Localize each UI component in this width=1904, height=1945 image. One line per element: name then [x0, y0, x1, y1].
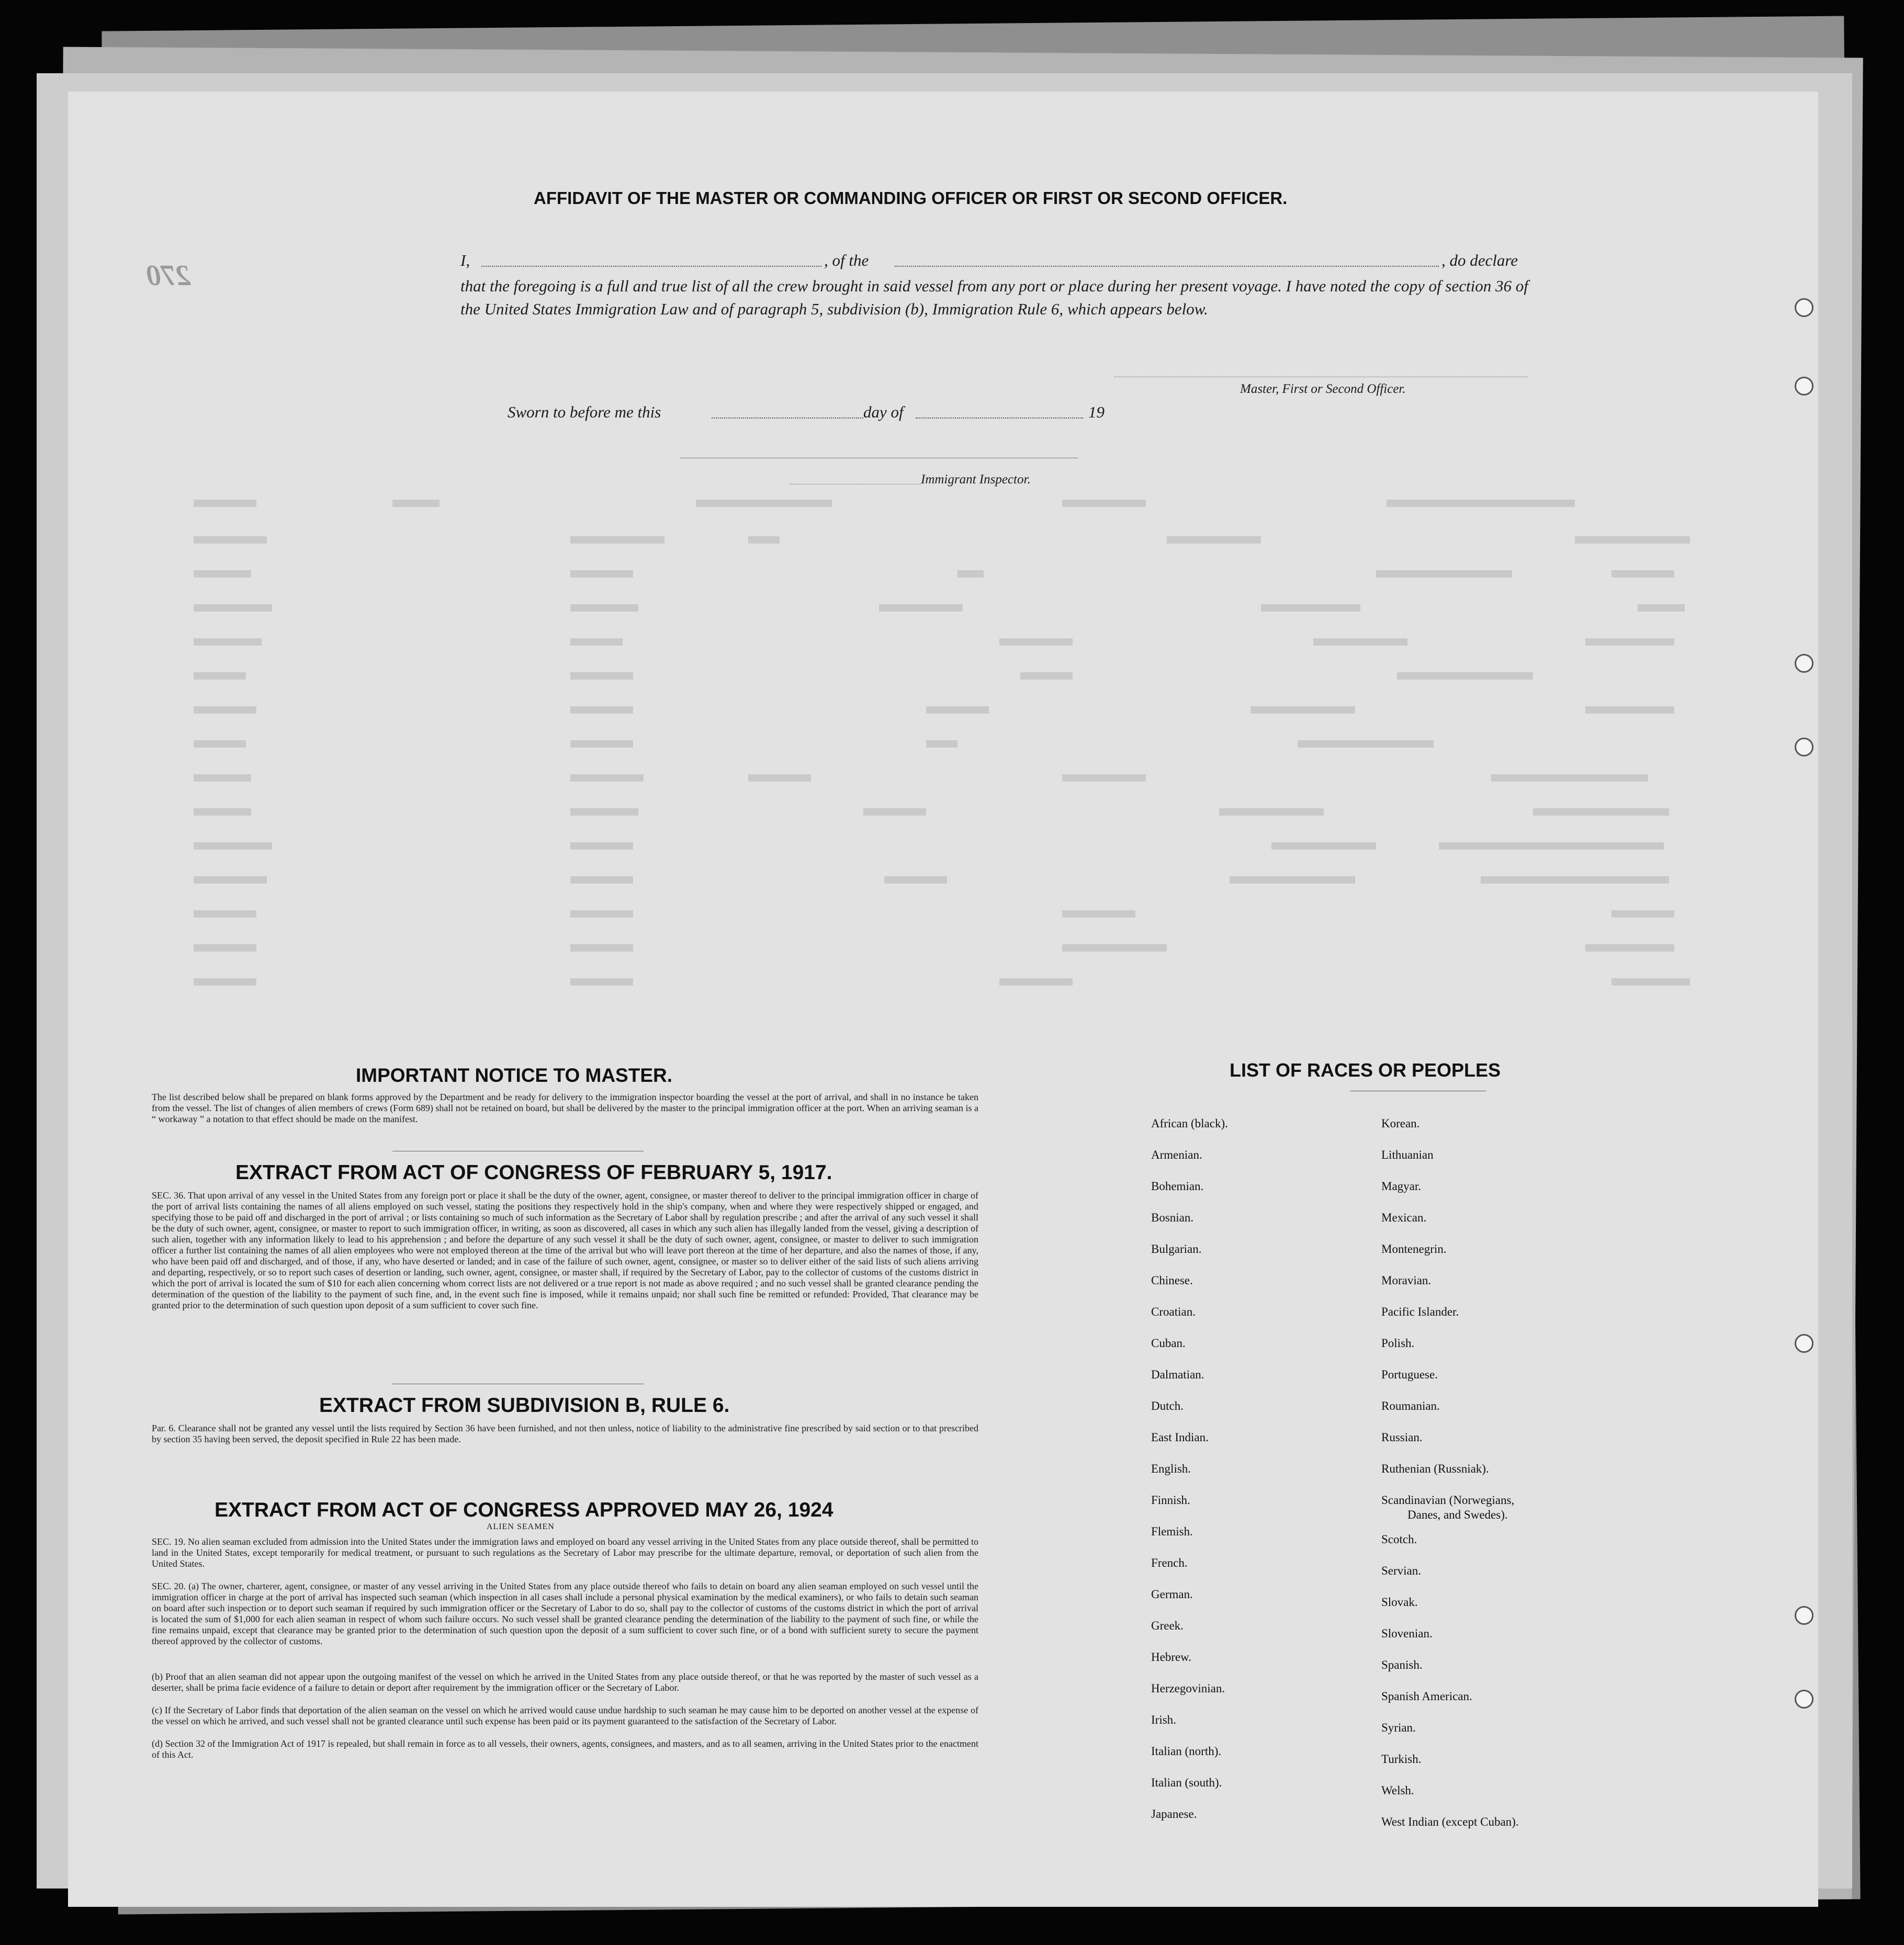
race-item: Bohemian.	[1151, 1180, 1204, 1193]
race-item: Spanish American.	[1381, 1690, 1472, 1703]
race-item: Scotch.	[1381, 1533, 1417, 1546]
race-item: Croatian.	[1151, 1305, 1196, 1318]
race-item: Cuban.	[1151, 1337, 1186, 1350]
race-item: Servian.	[1381, 1564, 1422, 1577]
race-item: Montenegrin.	[1381, 1242, 1447, 1256]
race-item: Flemish.	[1151, 1525, 1193, 1538]
year-label: 19	[1088, 403, 1105, 421]
race-item: Chinese.	[1151, 1274, 1193, 1287]
sworn-label: Sworn to before me this	[508, 403, 661, 421]
race-item: Pacific Islander.	[1381, 1305, 1459, 1318]
extract-1924-section-20b: (b) Proof that an alien seaman did not appear upon the outgoing manifest of the vessel on which he arrived in the United States from any place outside thereof, or that he was reported by the master of such vessel as a deserter, shall be prima facie evidence of a failure to detain or deport after requirement by the immigration officer or the Secretary of Labor.	[152, 1671, 978, 1693]
binder-hole	[1795, 298, 1813, 317]
race-item: German.	[1151, 1588, 1193, 1601]
binder-hole	[1795, 738, 1813, 756]
extract-1924-section-20d: (d) Section 32 of the Immigration Act of 1917 is repealed, but shall remain in force as to all vessels, their owners, agents, consignees, and masters, and as to all seamen, arriving in the United States prior to the enactment of this Act.	[152, 1738, 978, 1760]
affidavit-declare-label: , do declare	[1441, 251, 1518, 269]
rule6-title: EXTRACT FROM SUBDIVISION B, RULE 6.	[319, 1394, 730, 1417]
race-item: Polish.	[1381, 1337, 1415, 1350]
race-item: Bosnian.	[1151, 1211, 1194, 1224]
notice-text: The list described below shall be prepared on blank forms approved by the Department and be ready for delivery to the immigration inspector boarding the vessel at the port of arrival, and shall in no instance be taken from the vessel. The list of changes of alien members of crews (Form 689) shall not be retained on board, but shall be delivered by the master to the principal immigration officer at the port. When an arriving seaman is a “ workaway ” a notation to that effect should be made on the manifest.	[152, 1092, 978, 1124]
race-item: Syrian.	[1381, 1721, 1416, 1734]
race-item: Mexican.	[1381, 1211, 1427, 1224]
sworn-day-blank	[712, 417, 863, 419]
master-label: Master, First or Second Officer.	[1240, 382, 1406, 396]
race-item: Russian.	[1381, 1431, 1423, 1444]
binder-hole	[1795, 1606, 1813, 1625]
race-item: Irish.	[1151, 1713, 1176, 1726]
affidavit-body: that the foregoing is a full and true list of all the crew brought in said vessel from any port or place during her present voyage. I have noted the copy of section 36 of the United States Immigration Law and of paragraph 5, subdivision (b), Immigration Rule 6, which appears below.	[460, 277, 1528, 318]
affidavit-i-label: I,	[460, 251, 470, 269]
race-item: Herzegovinian.	[1151, 1682, 1225, 1695]
name-blank	[481, 266, 821, 267]
extract-1917-title: EXTRACT FROM ACT OF CONGRESS OF FEBRUARY 5, 1917.	[235, 1161, 832, 1184]
race-item: Hebrew.	[1151, 1650, 1192, 1664]
extract-1924-section-19: SEC. 19. No alien seaman excluded from admission into the United States under the immigration laws and employed on board any vessel arriving in the United States from any place outside thereof, shall be permitted to land in the United States, except temporarily for medical treatment, or pursuant to such regulations as the Secretary of Labor may prescribe for the ultimate departure, removal, or deportation of such alien from the United States.	[152, 1536, 978, 1569]
extract-1924-section-20a: SEC. 20. (a) The owner, charterer, agent, consignee, or master of any vessel arriving in the United States from any place outside thereof who fails to detain on board any alien seaman employed on such vessel until the immigration officer in charge at the port of arrival has inspected such seaman (which inspection in all cases shall include a personal physical examination by the medical examiners), or who fails to detain such seaman on board after such inspection or to deport such seaman if required by such immigration officer or the Secretary of Labor to do so, shall pay to the collector of customs of the customs district in which the port of arrival is located the sum of $1,000 for each alien seaman in respect of whom such failure occurs. No such vessel shall be granted clearance pending the determination of the liability to the payment of such fine, or while the fine remains unpaid, except that clearance may be granted prior to the determination of such question upon the deposit of a sum sufficient to cover such fine, or of a bond with sufficient surety to secure the payment thereof approved by the collector of customs.	[152, 1581, 978, 1646]
race-item: Magyar.	[1381, 1180, 1422, 1193]
binder-hole	[1795, 1690, 1813, 1709]
race-item: Portuguese.	[1381, 1368, 1438, 1381]
race-item: African (black).	[1151, 1117, 1228, 1130]
rule6-text: Par. 6. Clearance shall not be granted any vessel until the lists required by Section 36 have been furnished, and not then unless, notice of liability to the administrative fine prescribed by said section or to that prescribed by section 35 having been served, the deposit specified in Rule 22 has been made.	[152, 1423, 978, 1444]
race-item: Korean.	[1381, 1117, 1420, 1130]
race-item: Welsh.	[1381, 1784, 1414, 1797]
race-item: East Indian.	[1151, 1431, 1209, 1444]
extract-1924-section-20c: (c) If the Secretary of Labor finds that deportation of the alien seaman on the vessel on which he arrived would cause undue hardship to such seaman he may cause him to be deported on another vessel at the expense of the vessel on which he arrived, and such vessel shall not be granted clearance until such expense has been paid or its payment guaranteed to the satisfaction of the Secretary of Labor.	[152, 1705, 978, 1726]
race-item: Lithuanian	[1381, 1148, 1434, 1161]
race-item-continuation: Danes, and Swedes).	[1407, 1508, 1508, 1521]
race-item: Roumanian.	[1381, 1399, 1440, 1412]
affidavit-title: AFFIDAVIT OF THE MASTER OR COMMANDING OFFICER OR FIRST OR SECOND OFFICER.	[534, 188, 1288, 208]
race-item: Italian (north).	[1151, 1745, 1222, 1758]
race-item: Turkish.	[1381, 1752, 1422, 1766]
race-item: Scandinavian (Norwegians,	[1381, 1494, 1515, 1507]
extract-1917-text: SEC. 36. That upon arrival of any vessel in the United States from any foreign port or place it shall be the duty of the owner, agent, consignee, or master thereof to deliver to the principal immigration officer in charge of the port of arrival lists containing the names of all aliens employed on such vessel, stating the positions they respectively hold in the ship's company, when and where they were respectively shipped or engaged, and specifying those to be paid off and discharged in the port of arrival ; or lists containing so much of such information as the Secretary of Labor shall by regulation prescribe ; and after the arrival of any such vessel it shall be the duty of such owner, agent, consignee, or master to report to such immigration officer, in writing, as soon as discovered, all cases in which any such alien has illegally landed from the vessel, giving a description of such alien, together with any information likely to lead to his apprehension ; and before the departure of any such vessel it shall be the duty of such owner, agent, consignee, or master to deliver to such immigration officer a further list containing the names of all alien employees who were not employed thereon at the time of the arrival but who will leave port thereon at the time of her departure, and also the names of those, if any, who have been paid off and discharged, and of those, if any, who have deserted or landed; and in case of the failure of such owner, agent, consignee, or master so to deliver either of the said lists of such aliens arriving and departing, respectively, or so to report such cases of desertion or landing, such owner, agent, consignee, or master shall, if required by the Secretary of Labor, pay to the collector of customs of the customs district in which the port of arrival is located the sum of $10 for each alien concerning whom correct lists are not delivered or a true report is not made as above required ; and no such vessel shall be granted clearance pending the determination of the question of the liability to the payment of such fine, and, in the event such fine is imposed, while it remains unpaid; nor shall such fine be remitted or refunded: Provided, That clearance may be granted prior to the determination of such question upon deposit of a sum sufficient to cover such fine.	[152, 1190, 978, 1310]
race-item: Greek.	[1151, 1619, 1184, 1632]
race-item: Moravian.	[1381, 1274, 1432, 1287]
race-item: Finnish.	[1151, 1494, 1190, 1507]
race-item: Bulgarian.	[1151, 1242, 1202, 1256]
race-item: West Indian (except Cuban).	[1381, 1815, 1519, 1828]
day-of-label: day of	[863, 403, 904, 421]
races-title: LIST OF RACES OR PEOPLES	[1230, 1059, 1501, 1081]
vessel-blank	[895, 266, 1439, 267]
binder-hole	[1795, 377, 1813, 395]
race-item: Italian (south).	[1151, 1776, 1222, 1789]
race-item: Armenian.	[1151, 1148, 1202, 1161]
race-item: Dutch.	[1151, 1399, 1184, 1412]
document-page	[68, 92, 1818, 1907]
race-item: Slovak.	[1381, 1596, 1418, 1609]
race-item: Slovenian.	[1381, 1627, 1433, 1640]
race-item: Ruthenian (Russniak).	[1381, 1462, 1489, 1475]
race-item: French.	[1151, 1556, 1188, 1569]
extract-1924-subtitle: ALIEN SEAMEN	[487, 1522, 555, 1531]
binder-hole	[1795, 654, 1813, 673]
race-item: Dalmatian.	[1151, 1368, 1204, 1381]
binder-hole	[1795, 1334, 1813, 1353]
race-item: Spanish.	[1381, 1658, 1423, 1671]
notice-title: IMPORTANT NOTICE TO MASTER.	[356, 1065, 673, 1086]
inspector-label: Immigrant Inspector.	[921, 472, 1031, 487]
extract-1924-title: EXTRACT FROM ACT OF CONGRESS APPROVED MAY 26, 1924	[215, 1499, 833, 1521]
sworn-month-blank	[916, 417, 1083, 419]
affidavit-of-the-label: , of the	[824, 251, 869, 269]
handwritten-page-number: 270	[147, 259, 190, 292]
race-item: Japanese.	[1151, 1807, 1197, 1820]
race-item: English.	[1151, 1462, 1191, 1475]
